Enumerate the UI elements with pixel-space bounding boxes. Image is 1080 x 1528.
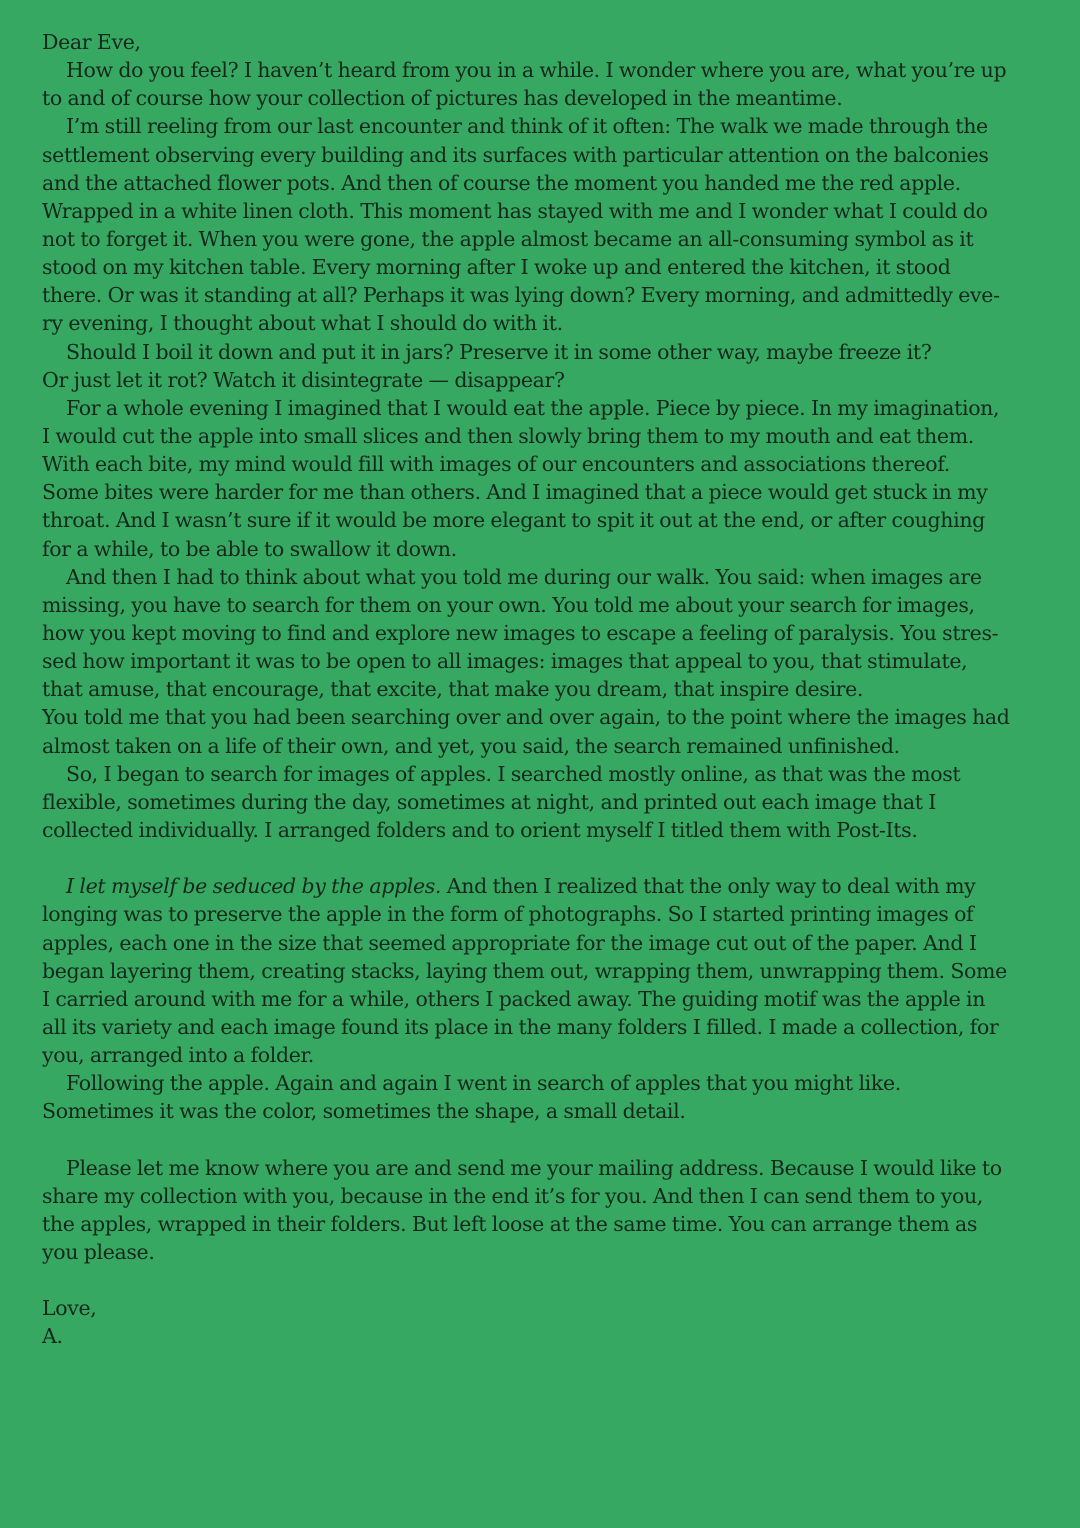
paragraph-6 — [42, 703, 1042, 759]
text-line: share my collection with you, because in the end it’s for you. And then I can send them to you, — [42, 1183, 983, 1208]
text-line: for a while, to be able to swallow it down. — [42, 536, 457, 561]
italic-phrase: I let myself be seduced by the apples. — [66, 874, 442, 899]
text-line: You told me that you had been searching over and over again, to the point where the images had — [42, 705, 1010, 730]
text-line: apples, each one in the size that seemed appropriate for the image cut out of the paper. And I — [42, 930, 977, 955]
text-line: And then I had to think about what you told me during our walk. You said: when images are — [66, 564, 982, 589]
blank-line — [42, 844, 1042, 872]
text-line: Please let me know where you are and send me your mailing address. Because I would like to — [66, 1155, 1002, 1180]
text-line: Should I boil it down and put it in jars? Preserve it in some other way, maybe freeze it? — [66, 339, 932, 364]
text-line: how you kept moving to find and explore new images to escape a feeling of paralysis. You stres- — [42, 620, 999, 645]
text-line: For a whole evening I imagined that I would eat the apple. Piece by piece. In my imagination, — [66, 395, 1000, 420]
text-line: not to forget it. When you were gone, the apple almost became an all-consuming symbol as it — [42, 226, 974, 251]
text-line: you please. — [42, 1240, 155, 1265]
text-line: Or just let it rot? Watch it disintegrate — disappear? — [42, 367, 565, 392]
closing: Love, — [42, 1296, 97, 1321]
text-line: throat. And I wasn’t sure if it would be more elegant to spit it out at the end, or after coughing — [42, 508, 985, 533]
text-line: almost taken on a life of their own, and yet, you said, the search remained unfinished. — [42, 733, 900, 758]
paragraph-4 — [42, 394, 1042, 563]
paragraph-9 — [42, 1069, 1042, 1125]
paragraph-7 — [42, 760, 1042, 844]
paragraph-1 — [42, 56, 1042, 112]
text-line: How do you feel? I haven’t heard from you in a while. I wonder where you are, what you’re up — [66, 58, 1007, 83]
text-line: settlement observing every building and its surfaces with particular attention on the balconies — [42, 142, 989, 167]
text-line: collected individually. I arranged folders and to orient myself I titled them with Post-Its. — [42, 817, 918, 842]
paragraph-2 — [42, 112, 1042, 337]
text-line: Some bites were harder for me than others. And I imagined that a piece would get stuck in my — [42, 480, 988, 505]
text-segment: And then I realized that the only way to deal with my — [441, 874, 976, 899]
text-line: sed how important it was to be open to all images: images that appeal to you, that stimulate, — [42, 649, 968, 674]
text-line: the apples, wrapped in their folders. But left loose at the same time. You can arrange them as — [42, 1211, 978, 1236]
text-line: began layering them, creating stacks, laying them out, wrapping them, unwrapping them. Some — [42, 958, 1007, 983]
text-line: you, arranged into a folder. — [42, 1043, 314, 1068]
blank-line — [42, 1266, 1042, 1294]
text-line: and the attached flower pots. And then of course the moment you handed me the red apple. — [42, 170, 961, 195]
text-line: I carried around with me for a while, others I packed away. The guiding motif was the apple in — [42, 986, 986, 1011]
paragraph-10 — [42, 1154, 1042, 1267]
greeting: Dear Eve, — [42, 30, 141, 54]
text-line: Following the apple. Again and again I went in search of apples that you might like. — [66, 1071, 901, 1096]
text-line: ry evening, I thought about what I should do with it. — [42, 311, 563, 336]
text-line: missing, you have to search for them on your own. You told me about your search for images, — [42, 592, 975, 617]
text-line: all its variety and each image found its place in the many folders I filled. I made a collection, for — [42, 1014, 999, 1039]
text-line: Wrapped in a white linen cloth. This moment has stayed with me and I wonder what I could do — [42, 198, 988, 223]
text-line: flexible, sometimes during the day, sometimes at night, and printed out each image that I — [42, 789, 937, 814]
text-line: With each bite, my mind would fill with images of our encounters and associations thereof. — [42, 452, 950, 477]
signature: A. — [42, 1324, 63, 1349]
text-line: longing was to preserve the apple in the form of photographs. So I started printing images of — [42, 902, 974, 927]
text-line: So, I began to search for images of apples. I searched mostly online, as that was the most — [66, 761, 961, 786]
text-line: Sometimes it was the color, sometimes the shape, a small detail. — [42, 1099, 686, 1124]
blank-line — [42, 1125, 1042, 1153]
text-line: I’m still reeling from our last encounter and think of it often: The walk we made through the — [66, 114, 988, 139]
paragraph-3 — [42, 338, 1042, 394]
paragraph-8 — [42, 872, 1042, 1069]
paragraph-5 — [42, 563, 1042, 704]
text-line: stood on my kitchen table. Every morning after I woke up and entered the kitchen, it stood — [42, 255, 951, 280]
text-line: I would cut the apple into small slices and then slowly bring them to my mouth and eat them. — [42, 423, 974, 448]
letter — [42, 28, 1042, 1351]
text-line: that amuse, that encourage, that excite, that make you dream, that inspire desire. — [42, 677, 864, 702]
text-line — [42, 872, 1042, 900]
text-line: there. Or was it standing at all? Perhaps it was lying down? Every morning, and admittedly eve- — [42, 283, 1000, 308]
text-line: to and of course how your collection of pictures has developed in the meantime. — [42, 86, 843, 111]
